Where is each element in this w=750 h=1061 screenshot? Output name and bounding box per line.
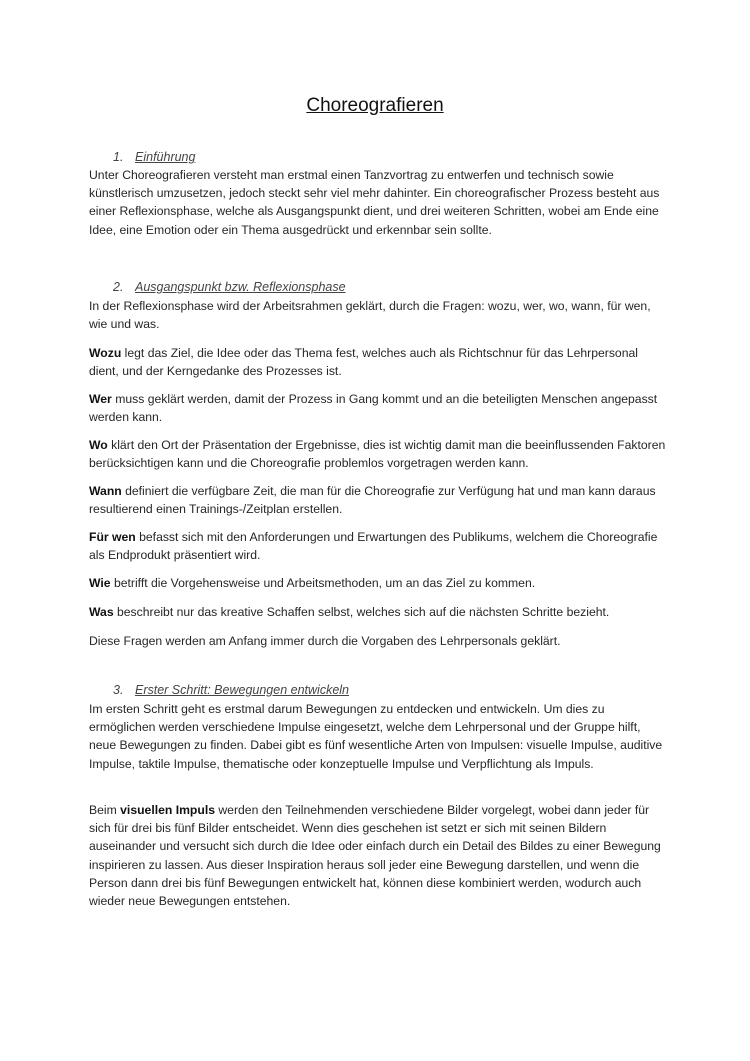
question-term: Wozu [89, 346, 122, 360]
page-title: Choreografieren [306, 95, 444, 116]
question-was [89, 603, 669, 621]
paragraph: Im ersten Schritt geht es erstmal darum Bewegungen zu entdecken und entwickeln. Um dies zu ermöglichen werden verschiedene Impulse eingesetzt, welche dem Lehrpersonal und der Gruppe hilft, neue Bewegungen zu finden. Dabei gibt es fünf wesentliche Arten von Impulsen: visuelle Impulse, auditive Impulse, taktile Impulse, thematische oder konzeptuelle Impulse und Verpflichtung als Impuls. [89, 702, 663, 771]
paragraph-rest: werden den Teilnehmenden verschiedene Bilder vorgelegt, wobei dann jeder für sich für drei bis fünf Bilder entscheidet. Wenn dies geschehen ist setzt er sich mit seinen Bildern auseinander und versucht sich durch die Idee oder einfach durch ein Detail des Bildes zu einer Bewegung inspirieren zu lassen. Aus dieser Inspiration heraus soll jeder eine Bewegung darstellen, und wenn die Person dann drei bis fünf Bewegungen entwickelt hat, können diese kombiniert werden, wodurch auch wieder neue Bewegungen entstehen. [89, 803, 661, 909]
section-heading-2 [113, 280, 346, 294]
paragraph: In der Reflexionsphase wird der Arbeitsrahmen geklärt, durch die Fragen: wozu, wer, wo, wann, für wen, wie und was. [89, 299, 651, 332]
section-2-closing [89, 632, 669, 650]
section-number: 1. [113, 150, 124, 164]
section-heading-1 [113, 150, 195, 164]
question-term: Wo [89, 438, 108, 452]
question-term: Wie [89, 576, 111, 590]
impulse-term: visuellen Impuls [120, 803, 215, 817]
section-2-intro [89, 297, 669, 333]
section-title: Einführung [135, 150, 196, 164]
question-wann [89, 482, 669, 518]
question-text: legt das Ziel, die Idee oder das Thema fest, welches auch als Richtschnur für das Lehrpersonal dient, und der Kerngedanke des Prozesses ist. [89, 346, 638, 379]
question-wer [89, 390, 669, 426]
paragraph-lead: Beim [89, 803, 121, 817]
question-wo [89, 436, 669, 472]
section-title: Ausgangspunkt bzw. Reflexionsphase [135, 280, 346, 294]
paragraph: Diese Fragen werden am Anfang immer durch die Vorgaben des Lehrpersonals geklärt. [89, 634, 561, 648]
section-heading-3 [113, 683, 349, 697]
section-3-body [89, 700, 669, 773]
question-text: betrifft die Vorgehensweise und Arbeitsmethoden, um an das Ziel zu kommen. [110, 576, 536, 590]
section-1-body [89, 166, 669, 239]
question-text: beschreibt nur das kreative Schaffen selbst, welches sich auf die nächsten Schritte bezieht. [113, 605, 610, 619]
paragraph: Unter Choreografieren versteht man erstmal einen Tanzvortrag zu entwerfen und technisch sowie künstlerisch umzusetzen, jedoch steckt sehr viel mehr dahinter. Ein choreografischer Prozess besteht aus einer Reflexionsphase, welche als Ausgangspunkt dient, und drei weiteren Schritten, wobei am Ende eine Idee, eine Emotion oder ein Thema ausgedrückt und erkennbar sein sollte. [89, 168, 660, 237]
question-wie [89, 574, 669, 592]
section-title: Erster Schritt: Bewegungen entwickeln [135, 683, 349, 697]
section-number: 3. [113, 683, 124, 697]
question-term: Für wen [89, 530, 136, 544]
question-text: definiert die verfügbare Zeit, die man für die Choreografie zur Verfügung hat und man kann daraus resultierend einen Trainings-/Zeitplan erstellen. [89, 484, 656, 517]
question-term: Was [89, 605, 114, 619]
question-fuer-wen [89, 528, 669, 564]
question-wozu [89, 344, 669, 380]
section-3-visual-impulse [89, 801, 669, 910]
question-text: muss geklärt werden, damit der Prozess in Gang kommt und an die beteiligten Menschen angepasst werden kann. [89, 392, 658, 425]
question-term: Wann [89, 484, 122, 498]
section-number: 2. [113, 280, 124, 294]
question-text: befasst sich mit den Anforderungen und Erwartungen des Publikums, welchem die Choreografie als Endprodukt präsentiert wird. [89, 530, 658, 563]
question-term: Wer [89, 392, 112, 406]
question-text: klärt den Ort der Präsentation der Ergebnisse, dies ist wichtig damit man die beeinflussenden Faktoren berücksichtigen kann und die Choreografie problemlos vorgetragen werden kann. [89, 438, 666, 471]
